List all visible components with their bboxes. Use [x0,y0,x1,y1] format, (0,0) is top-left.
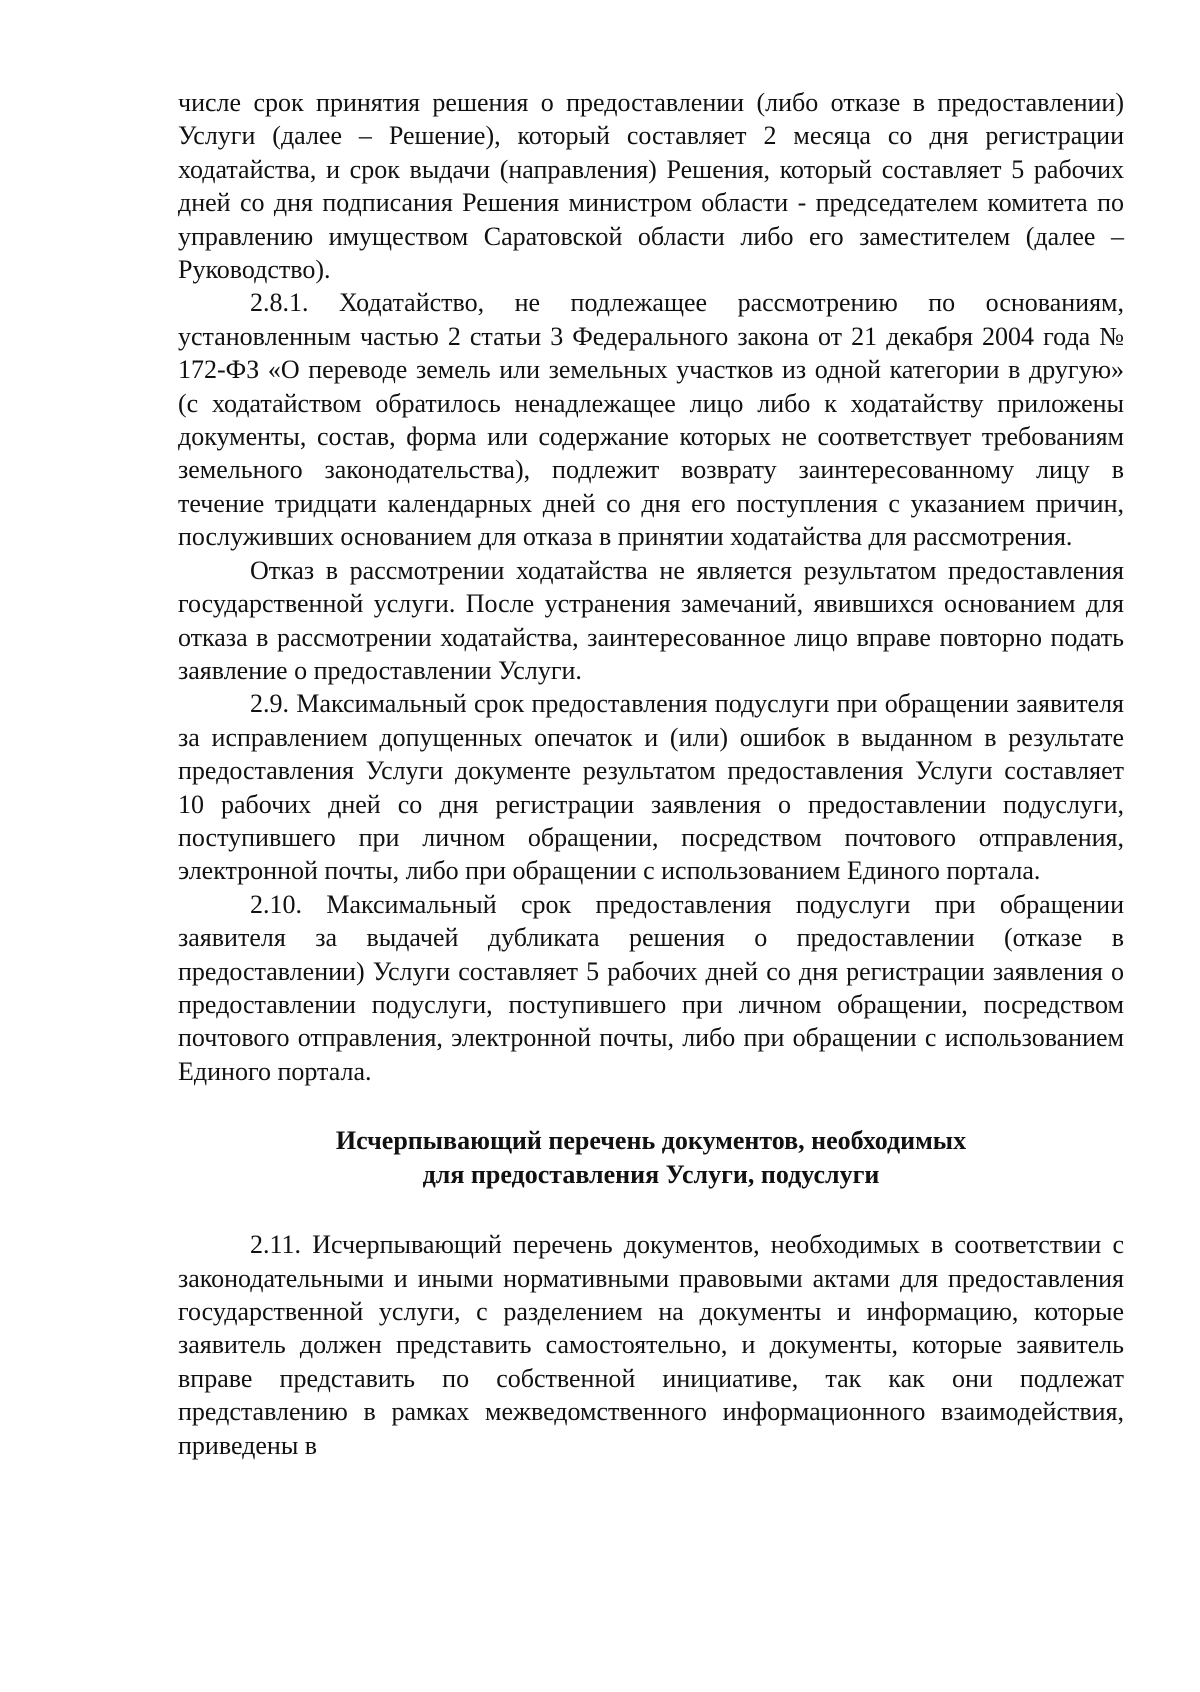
paragraph-continuation: числе срок принятия решения о предоставлении (либо отказе в предоставлении) Услуги (далее – Решение), который составляет 2 месяца со дня регистрации ходатайства, и срок выдачи (направления) Решения, который составляет 5 рабочих дней со дня подписания Решения министром области - председателем комитета по управлению имуществом Саратовской области либо его заместителем (далее – Руководство). [178,88,1124,285]
paragraph-2-9: 2.9. Максимальный срок предоставления подуслуги при обращении заявителя за исправлением допущенных опечаток и (или) ошибок в выданном в результате предоставления Услуги документе результатом предоставления Услуги составляет 10 рабочих дней со дня регистрации заявления о предоставлении подуслуги, поступившего при личном обращении, посредством почтового отправления, электронной почты, либо при обращении с использованием Единого портала. [178,689,1124,886]
paragraph-refusal: Отказ в рассмотрении ходатайства не является результатом предоставления государственной услуги. После устранения замечаний, явившихся основанием для отказа в рассмотрении ходатайства, заинтересованное лицо вправе повторно подать заявление о предоставлении Услуги. [178,555,1124,685]
section-heading-line-1: Исчерпывающий перечень документов, необходимых [335,1126,967,1156]
paragraph-2-8-1: 2.8.1. Ходатайство, не подлежащее рассмотрению по основаниям, установленным частью 2 статьи 3 Федерального закона от 21 декабря 2004 года № 172-ФЗ «О переводе земель или земельных участков из одной категории в другую» (с ходатайством обратилось ненадлежащее лицо либо к ходатайству приложены документы, состав, форма или содержание которых не соответствует требованиям земельного законодательства), подлежит возврату заинтересованному лицу в течение тридцати календарных дней со дня его поступления с указанием причин, послуживших основанием для отказа в принятии ходатайства для рассмотрения. [178,288,1124,552]
paragraph-2-11: 2.11. Исчерпывающий перечень документов, необходимых в соответствии с законодательными и иными нормативными правовыми актами для предоставления государственной услуги, с разделением на документы и информацию, которые заявитель должен представить самостоятельно, и документы, которые заявитель вправе представить по собственной инициативе, так как они подлежат представлению в рамках межведомственного информационного взаимодействия, приведены в [178,1230,1124,1460]
section-heading-line-2: для предоставления Услуги, подуслуги [422,1160,880,1190]
document-body [178,86,1124,1462]
paragraph-2-10: 2.10. Максимальный срок предоставления подуслуги при обращении заявителя за выдачей дубликата решения о предоставлении (отказе в предоставлении) Услуги составляет 5 рабочих дней со дня регистрации заявления о предоставлении подуслуги, поступившего при личном обращении, посредством почтового отправления, электронной почты, либо при обращении с использованием Единого портала. [178,889,1124,1086]
section-heading [178,1124,1124,1192]
